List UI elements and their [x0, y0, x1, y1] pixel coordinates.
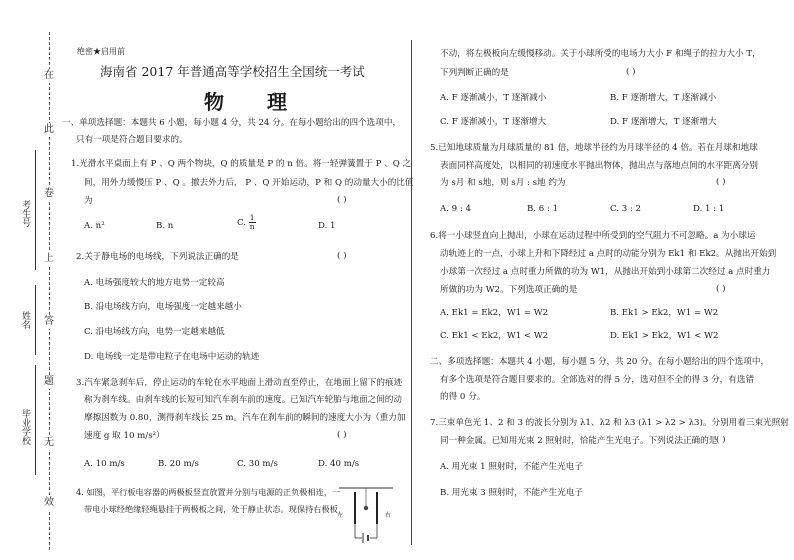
q4-stem-line: 带电小球经绝缘轻绳悬挂于两极板之间，处于静止状态。现保持右极板 [84, 504, 338, 514]
q2-option-a: A. 电场强度较大的地方电势一定较高 [84, 278, 225, 288]
q1-option-b: B. n [156, 221, 174, 231]
q3-option-d: D. 40 m/s [318, 459, 360, 469]
q1-answer-bracket[interactable]: ( ) [337, 195, 347, 205]
binding-dashed-line [49, 32, 50, 550]
q3-option-b: B. 20 m/s [158, 459, 199, 469]
q7-answer-bracket[interactable]: ( ) [716, 435, 726, 445]
binding-warning-char: 卷 [40, 187, 58, 201]
q4-option-d: D. F 逐渐增大，T 逐渐增大 [610, 117, 717, 127]
q1-option-c-prefix: C. [237, 218, 247, 228]
q1-option-c-fraction [249, 214, 256, 231]
q3-option-a: A. 10 m/s [84, 459, 125, 469]
q6-option-a: A. Ek1 = Ek2，W1 = W2 [440, 308, 549, 318]
binding-warning-char: 在 [40, 69, 58, 83]
q5-answer-bracket[interactable]: ( ) [716, 177, 726, 187]
q1-option-d: D. 1 [318, 221, 336, 231]
q3-stem-line: 速度 g 取 10 m/s²） [84, 431, 165, 441]
figure-left-label: 左 [337, 512, 344, 519]
binding-warning-char: 题 [40, 375, 58, 389]
q3-stem-line: 摩擦因数为 0.80，测得刹车线长 25 m。汽车在刹车前的瞬间的速度大小为（重力加 [84, 413, 406, 423]
q2-option-c: C. 沿电场线方向，电势一定越来越低 [84, 327, 225, 337]
name-label: 姓名 [20, 311, 30, 329]
q4-cont-line: 下列判断正确的是 [440, 68, 509, 78]
q5-stem-line: 为 s月 和 s地，则 s月 : s地 约为 [440, 178, 566, 188]
school-label: 毕业学校 [20, 409, 30, 445]
exam-title: 海南省 2017 年普通高等学校招生全国统一考试 [100, 64, 365, 79]
q1-option-c [237, 214, 256, 231]
name-field[interactable] [16, 285, 46, 355]
q6-option-c: C. Ek1 < Ek2，W1 < W2 [440, 331, 549, 341]
q2-answer-bracket[interactable]: ( ) [337, 251, 347, 261]
school-field[interactable] [16, 365, 46, 475]
exam-number-label: 考生号 [20, 200, 30, 227]
q5-stem-line: 表面同样高度处，以相同的初速度水平抛出物体，抛出点与落地点间的水平距离分别 [440, 161, 758, 171]
q4-answer-bracket[interactable]: ( ) [626, 67, 636, 77]
name-line[interactable] [35, 285, 36, 355]
figure-right-label: 右 [385, 512, 392, 519]
q5-option-a: A. 9 : 4 [440, 204, 471, 214]
q6-stem-line: 所做的功为 W2。下列选项正确的是 [440, 285, 578, 295]
q2-stem: 2.关于静电场的电场线，下列说法正确的是 [76, 252, 239, 262]
q6-option-b: B. Ek1 > Ek2，W1 = W2 [610, 308, 719, 318]
q5-option-c: C. 3 : 2 [610, 204, 642, 214]
exam-number-line[interactable] [35, 150, 36, 270]
column-divider [411, 40, 412, 545]
secret-mark: 绝密★启用前 [77, 47, 125, 56]
binding-warning-char: 效 [40, 496, 58, 510]
binding-warning-char: 答 [40, 315, 58, 329]
binding-warning-char: 无 [40, 436, 58, 450]
binding-warning-char: 上 [40, 252, 58, 266]
q1-option-a: A. n² [84, 221, 105, 231]
q5-option-d: D. 1 : 1 [693, 204, 725, 214]
q4-option-a: A. F 逐渐减小，T 逐渐减小 [440, 93, 547, 103]
q7-option-a: A. 用光束 1 照射时，不能产生光电子 [440, 462, 583, 472]
q6-stem-line: 小球第一次经过 a 点时重力所做的功为 W1，从抛出开始到小球第二次经过 a 点时重力 [440, 267, 771, 277]
q6-option-d: D. Ek1 > Ek2，W1 < W2 [610, 331, 719, 341]
q2-option-d: D. 电场线一定是带电粒子在电场中运动的轨迹 [84, 352, 260, 362]
section2-heading-cont: 有多个选项是符合题目要求的。全部选对的得 5 分，选对但不全的得 3 分，有选错 [440, 375, 755, 385]
q6-answer-bracket[interactable]: ( ) [716, 284, 726, 294]
section1-heading-cont: 只有一项是符合题目要求的。 [76, 135, 188, 145]
q7-stem-line: 7.三束单色光 1、2 和 3 的波长分别为 λ1、λ2 和 λ3 (λ1 > λ2 > λ3)。分别用着三束光照射 [430, 418, 789, 428]
q1-stem-line: 1.光滑水平桌面上有 P 、Q 两个物块，Q 的质量是 P 的 n 倍。将一轻弹簧置于 P 、Q 之 [71, 159, 412, 169]
capacitor-figure [335, 484, 397, 544]
q3-stem-line: 3.汽车紧急刹车后，停止运动的车轮在水平地面上滑动直至停止，在地面上留下的痕迹 [76, 378, 403, 388]
fraction-denominator: n [249, 222, 255, 231]
subject-title: 物 理 [204, 90, 305, 114]
q3-stem-line: 称为刹车线。由刹车线的长短可知汽车刹车前的速度。已知汽车轮胎与地面之间的动 [84, 395, 402, 405]
q4-option-b: B. F 逐渐增大，T 逐渐减小 [610, 93, 717, 103]
q2-option-b: B. 沿电场线方向，电场强度一定越来越小 [84, 302, 242, 312]
binding-warning-char: 此 [40, 123, 58, 137]
section2-heading: 二、多项选择题：本题共 4 小题，每小题 5 分，共 20 分。在每小题给出的四个选项中， [430, 357, 770, 367]
q3-answer-bracket[interactable]: ( ) [337, 430, 347, 440]
q4-stem-line: 4. 如图，平行板电容器的两极板竖直放置并分别与电源的正负极相连，一 [76, 487, 341, 497]
q6-stem-line: 动轨迹上的一点，小球上升和下降经过 a 点时的动能分别为 Ek1 和 Ek2。从抛出开始到 [440, 249, 777, 259]
q7-option-b: B. 用光束 3 照射时，不能产生光电子 [440, 488, 584, 498]
q5-option-b: B. 6 : 1 [527, 204, 559, 214]
section2-heading-cont: 的得 0 分。 [440, 392, 486, 402]
q1-stem-line: 间，用外力缓慢压 P 、Q 。撤去外力后， P 、Q 开始运动，P 和 Q 的动量大小的比值 [84, 178, 414, 188]
q4-cont-line: 不动，将左极板向左缓慢移动。关于小球所受的电场力大小 F 和绳子的拉力大小 T， [440, 49, 761, 59]
q7-stem-line: 同一种金属。已知用光束 2 照射时，恰能产生光电子。下列说法正确的是 [440, 436, 718, 446]
q3-option-c: C. 30 m/s [237, 459, 278, 469]
school-line[interactable] [35, 365, 36, 475]
q6-stem-line: 6.将一小球竖直向上抛出，小球在运动过程中所受到的空气阻力不可忽略。a 为小球运 [430, 231, 756, 241]
exam-number-field[interactable] [16, 150, 46, 270]
fraction-numerator: 1 [249, 213, 255, 222]
q4-option-c: C. F 逐渐减小，T 逐渐增大 [440, 117, 547, 127]
q1-stem-line: 为 [84, 196, 93, 206]
section1-heading: 一、单项选择题：本题共 6 小题，每小题 4 分，共 24 分。在每小题给出的四个选项中， [62, 118, 402, 128]
q5-stem-line: 5.已知地球质量为月球质量的 81 倍，地球半径约为月球半径的 4 倍。若在月球和地球 [430, 143, 758, 153]
